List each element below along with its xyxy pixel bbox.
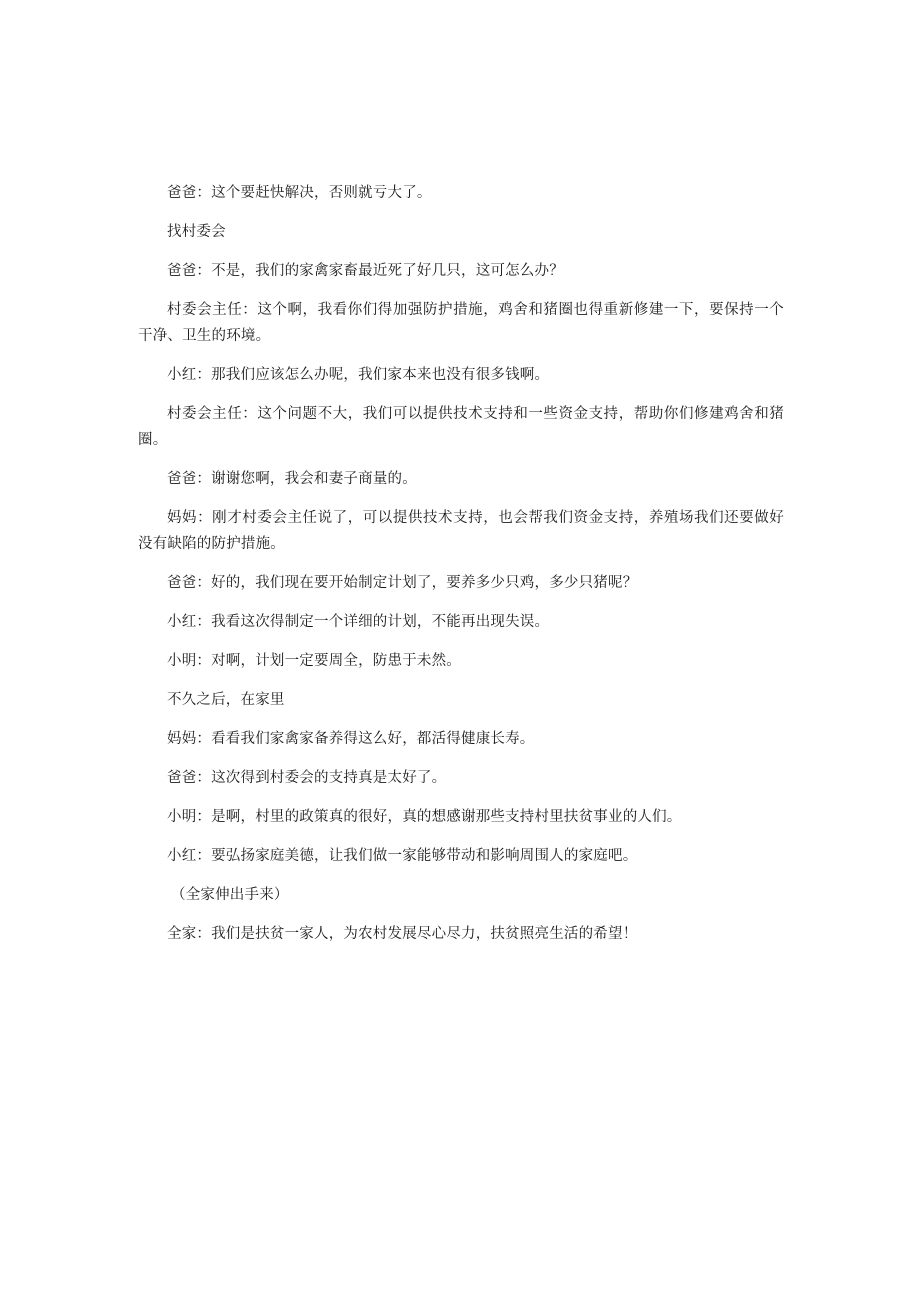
stage-direction: （全家伸出手来） (171, 887, 289, 903)
scene-heading: 不久之后，在家里 (167, 692, 285, 708)
dialogue-line: 小红：要弘扬家庭美德，让我们做一家能够带动和影响周围人的家庭吧。 (167, 848, 638, 864)
dialogue-line: 妈妈：看看我们家禽家备养得这么好，都活得健康长寿。 (167, 731, 535, 747)
dialogue-line: 小红：那我们应该怎么办呢，我们家本来也没有很多钱啊。 (167, 367, 550, 383)
document-body (138, 180, 784, 960)
dialogue-line: 全家：我们是扶贫一家人，为农村发展尽心尽力，扶贫照亮生活的希望！ (167, 926, 638, 942)
dialogue-line: 爸爸：不是，我们的家禽家畜最近死了好几只，这可怎么办？ (167, 263, 564, 279)
scene-heading: 找村委会 (167, 224, 226, 240)
dialogue-line: 爸爸：这次得到村委会的支持真是太好了。 (167, 770, 447, 786)
dialogue-line: 爸爸：这个要赶快解决，否则就亏大了。 (167, 185, 432, 201)
dialogue-line: 小红：我看这次得制定一个详细的计划，不能再出现失误。 (167, 614, 550, 630)
dialogue-line: 村委会主任：这个啊，我看你们得加强防护措施，鸡舍和猪圈也得重新修建一下，要保持一个干净、卫生的环境。 (138, 302, 784, 344)
dialogue-line: 妈妈：刚才村委会主任说了，可以提供技术支持，也会帮我们资金支持，养殖场我们还要做好没有缺陷的防护措施。 (138, 510, 784, 552)
dialogue-line: 小明：对啊，计划一定要周全，防患于未然。 (167, 653, 461, 669)
dialogue-line: 村委会主任：这个问题不大，我们可以提供技术支持和一些资金支持，帮助你们修建鸡舍和猪圈。 (138, 406, 784, 448)
dialogue-line: 爸爸：好的，我们现在要开始制定计划了，要养多少只鸡，多少只猪呢？ (167, 575, 638, 591)
dialogue-line: 爸爸：谢谢您啊，我会和妻子商量的。 (167, 471, 417, 487)
dialogue-line: 小明：是啊，村里的政策真的很好，真的想感谢那些支持村里扶贫事业的人们。 (167, 809, 682, 825)
